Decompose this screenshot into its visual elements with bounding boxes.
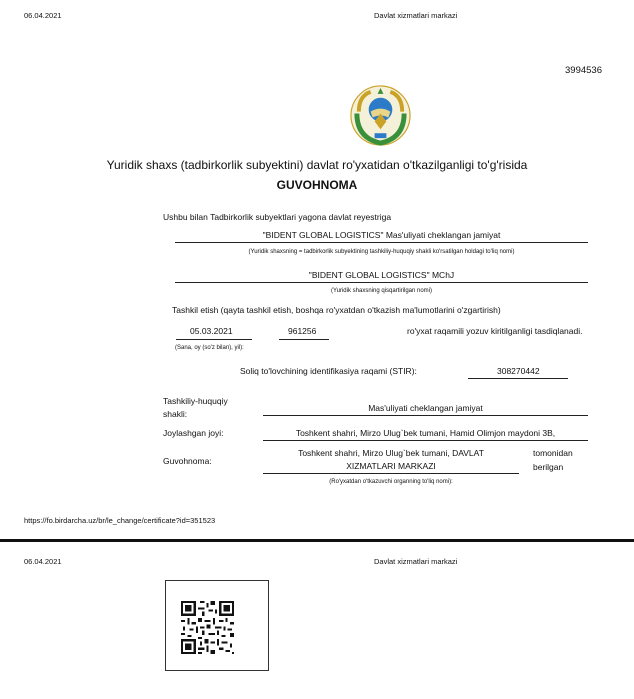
stir-label: Soliq to'lovchining identifikasiya raqami (STIR): [240,366,417,376]
issuer-value-line2: XIZMATLARI MARKAZI [346,461,436,471]
document-title-line: Yuridik shaxs (tadbirkorlik subyektini) davlat ro'yxatidan o'tkazilganligi to'g'risida [106,158,528,172]
stir-underline [468,378,568,379]
registration-number: 961256 [288,326,317,336]
address-label: Joylashgan joyi: [163,428,224,438]
short-name-caption: (Yuridik shaxsning qisqartirilgan nomi) [330,288,433,294]
registration-date: 05.03.2021 [190,326,233,336]
legal-form-label-line2: shakli: [163,409,188,419]
registration-date-underline [176,339,252,340]
issuer-underline [263,473,519,474]
short-name-value: "BIDENT GLOBAL LOGISTICS" MChJ [308,270,455,280]
document-number: 3994536 [565,65,602,76]
issuer-label: Guvohnoma: [163,456,212,466]
issuer-suffix-line1: tomonidan [533,448,573,458]
full-name-value: "BIDENT GLOBAL LOGISTICS" Mas'uliyati cheklangan jamiyat [262,230,501,240]
page2-print-date: 06.04.2021 [24,557,62,566]
address-underline [263,440,588,441]
issuer-caption: (Ro'yxatdan o'tkazuvchi organning to'liq nomi): [329,479,453,485]
date-caption: (Sana, oy (so'z bilan), yil): [175,345,244,351]
document-type: GUVOHNOMA [276,178,358,192]
short-name-underline [175,282,588,283]
print-date: 06.04.2021 [24,11,62,20]
legal-form-underline [263,415,588,416]
qr-code-icon [181,601,234,654]
issuer-suffix-line2: berilgan [533,462,564,472]
address-value: Toshkent shahri, Mirzo Ulug`bek tumani, Hamid Olimjon maydoni 3B, [295,428,556,438]
footer-url[interactable]: https://fo.birdarcha.uz/br/le_change/certificate?id=351523 [24,516,216,525]
stir-value: 308270442 [497,366,540,376]
registration-number-underline [279,339,329,340]
intro-text: Ushbu bilan Tadbirkorlik subyektlari yagona davlat reyestriga [163,212,392,222]
issuer-value-line1: Toshkent shahri, Mirzo Ulug`bek tumani, DAVLAT [298,448,484,458]
full-name-caption: (Yuridik shaxsning = tadbirkorlik subyektining tashkiliy-huquqiy shakli ko'rsatilgan holdagi to'liq nomi) [248,249,515,255]
legal-form-label-line1: Tashkiliy-huquqiy [163,396,228,406]
registration-confirm-text: ro'yxat raqamili yozuv kiritilganligi tasdiqlanadi. [407,326,583,336]
page-break-divider [0,539,634,542]
page2-header-center: Davlat xizmatlari markazi [374,557,458,566]
full-name-underline [175,242,588,243]
header-center: Davlat xizmatlari markazi [374,11,458,20]
legal-form-value: Mas'uliyati cheklangan jamiyat [368,403,483,413]
establishment-text: Tashkil etish (qayta tashkil etish, boshqa ro'yxatdan o'tkazish ma'lumotlarini o'zgartirish) [172,305,501,315]
uzbekistan-state-emblem-icon [349,84,412,147]
